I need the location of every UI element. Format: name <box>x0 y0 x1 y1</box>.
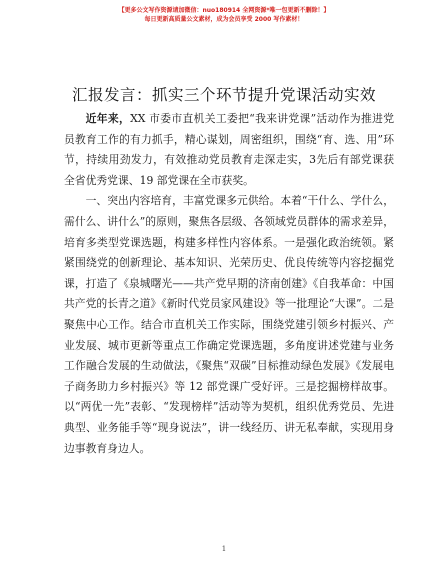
paragraph-intro-lead: 近年来， <box>85 112 131 125</box>
paragraph-intro <box>64 109 394 191</box>
paragraph-section-1 <box>64 191 394 459</box>
promo-banner-line-2: 每日更新高质量公文素材，成为会员享受 2000 写作素材！ <box>144 16 304 23</box>
paragraph-section-1-text: 一、突出内容培育，丰富党课多元供给。本着“干什么、学什么，需什么、讲什么”的原则，聚焦各层级、各领域党员群体的需求差异，培育多类型党课选题，构建多样性内容体系。一是强化政治统领。紧紧围绕党的创新理论、基本知识、光荣历史、优良传统等内容挖掘党课，打造了《泉城曙光——共产党早期的济南创建》《自我革命：中国共产党的长青之道》《新时代党员家风建设》等一批理论“大课”。二是聚焦中心工作。结合市直机关工作实际，围绕党建引领乡村振兴、产业发展、城市更新等重点工作确定党课选题，多角度讲述党建与业务工作融合发展的生动做法，《聚焦“双碳”目标推动绿色发展》《发展电子商务助力乡村振兴》等 12 部党课广受好评。三是挖掘榜样故事。以“两优一先”表彰、“发现榜样”活动等为契机，组织优秀党员、先进典型、业务能手等“现身说法”，讲一线经历、讲无私奉献，实现用身边事教育身边人。 <box>64 194 394 455</box>
promo-banner-line-1: 【更多公文写作资源请加微信：nuo180914 全网资源*唯一包更新不删除！】 <box>118 7 330 14</box>
paragraph-intro-text: XX 市委市直机关工委把“我来讲党课”活动作为推进党员教育工作的有力抓手，精心谋划，周密组织，围绕“育、选、用”环节，持续用劲发力，有效推动党员教育走深走实，3先后有部党课获全省优秀党课、19 部党课在全市获奖。 <box>64 112 394 187</box>
promo-banner <box>0 6 448 24</box>
document-title: 汇报发言：抓实三个环节提升党课活动实效 <box>71 86 376 104</box>
document-body <box>64 109 394 459</box>
page-number: 1 <box>221 545 227 553</box>
